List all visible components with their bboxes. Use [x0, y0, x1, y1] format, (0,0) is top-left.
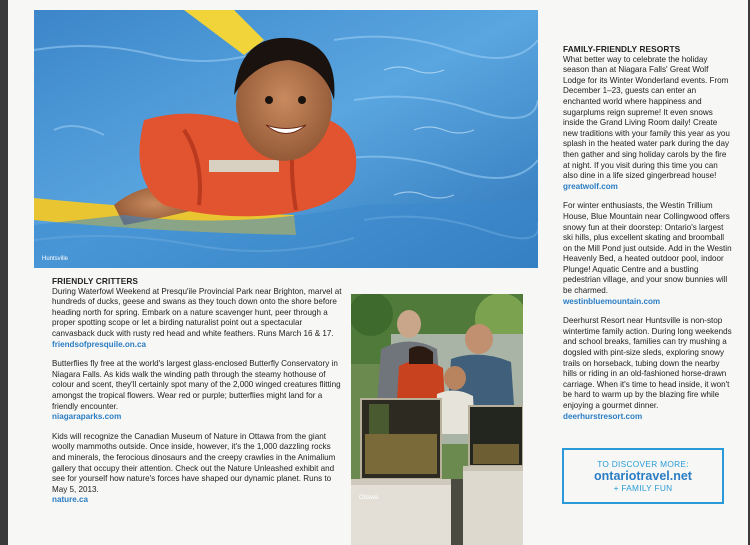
family-friendly-heading: FAMILY-FRIENDLY RESORTS [563, 44, 681, 54]
butterfly-text: Butterflies fly free at the world's largest glass-enclosed Butterfly Conservatory in Niagara Falls. As kids walk the winding path through the steamy hothouse of colour and scent, they'll certainly spot many of the 2,000 winged creatures flitting amongst the tropical flowers. Wear red or purple; butterflies might land for a friendly encounter. [52, 359, 341, 411]
discover-more-box [562, 448, 724, 504]
great-wolf-paragraph [563, 55, 733, 193]
butterfly-paragraph [52, 359, 344, 423]
westin-text: For winter enthusiasts, the Westin Trillium House, Blue Mountain near Collingwood offers snowy fun at their doorstep: Ontario's largest ski hills, plus excellent skating and broomball on the Mill Pond just outside. Add in the Westin Heavenly Bed, a heated outdoor pool, indoor Plunge! Aquatic Centre and a bustling pedestrian village, and your snow bunnies will be charmed. [563, 201, 732, 296]
magazine-page [8, 0, 748, 545]
ontario-travel-link[interactable]: ontariotravel.net [594, 469, 692, 483]
westin-paragraph [563, 201, 733, 307]
great-wolf-link[interactable]: greatwolf.com [563, 181, 618, 191]
westin-link[interactable]: westinbluemountain.com [563, 296, 661, 306]
friendly-critters-section [52, 276, 344, 515]
deerhurst-link[interactable]: deerhurstresort.com [563, 411, 643, 421]
deerhurst-paragraph [563, 316, 733, 422]
waterfowl-text: During Waterfowl Weekend at Presqu'ile Provincial Park near Brighton, marvel at hundreds of ducks, geese and swans as they touch down onto the shore before heading north for spring. Embark on a nature scavenger hunt, peer through a proper spotting scope or let a birding naturalist point out a spectacular canvasback duck with rusty red head and white feathers. Runs March 16 & 17. [52, 286, 342, 338]
museum-family-photo [351, 294, 523, 545]
family-fun-label: + FAMILY FUN [613, 483, 673, 493]
top-photo-caption: Huntsville [42, 256, 69, 262]
friendly-critters-heading: FRIENDLY CRITTERS [52, 276, 139, 286]
waterfowl-paragraph [52, 287, 344, 351]
museum-text: Kids will recognize the Canadian Museum of Nature in Ottawa from the giant woolly mammoths outside. Once inside, however, it's the 1,000 dazzling rocks and minerals, the ferocious dinosaurs and the creepy crawlies in the Animalium gallery that occupy their attention. Check out the Nature Unleashed exhibit and see for yourself how nature's forces have shaped our dynamic planet. Runs to May 5, 2013. [52, 431, 336, 494]
nature-link[interactable]: nature.ca [52, 495, 88, 505]
bottom-photo-caption: Ottawa [359, 495, 379, 501]
deerhurst-text: Deerhurst Resort near Huntsville is non-stop wintertime family action. During long weekends and school breaks, families can try mushing a dogsled with pint-size sleds, exploring snowy trails on horseback, tubing down the nearby hills or riding in an old-fashioned horse-drawn carriage. When it's time to head inside, it won't be hard to warm up by the blazing fire while enjoying a gourmet dinner. [563, 316, 732, 410]
presquile-link[interactable]: friendsofpresquile.on.ca [52, 339, 146, 349]
great-wolf-text: What better way to celebrate the holiday season than at Niagara Falls' Great Wolf Lodge for its Winter Wonderland events. From December 1–23, guests can enter an enchanted world where happiness and sugarplums reign supreme! It even snows inside the Grand Living Room daily! Create new traditions with your family this year as you splash in the heated water park during the day then gather and sing holiday carols by the fire at night. If you visit during this time you can also dine in a life sized gingerbread house! [563, 54, 730, 181]
swimming-child-photo [34, 10, 538, 268]
family-friendly-section [563, 44, 733, 431]
niagara-parks-link[interactable]: niagaraparks.com [52, 412, 122, 422]
museum-paragraph [52, 432, 344, 506]
discover-label: TO DISCOVER MORE: [597, 459, 689, 469]
